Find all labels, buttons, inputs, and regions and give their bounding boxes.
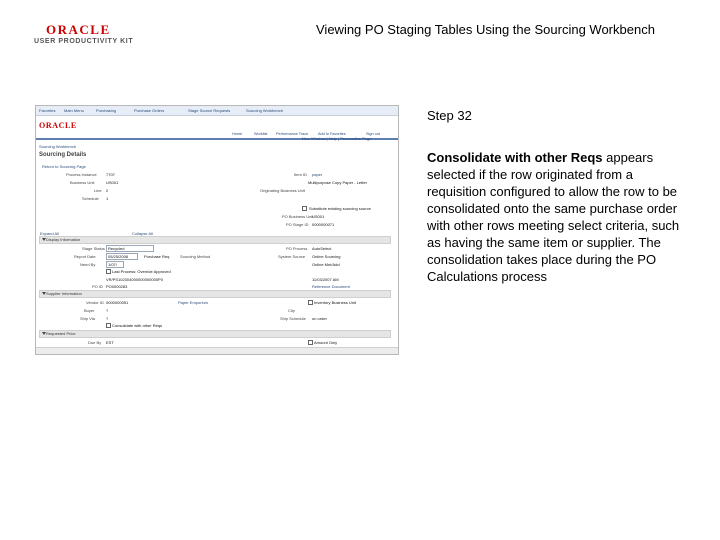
substitute-checkbox[interactable]: [302, 206, 307, 211]
nav-item[interactable]: Main Menu: [64, 108, 84, 113]
upk-logo-text: USER PRODUCTIVITY KIT: [34, 38, 134, 45]
description-text: appears selected if the row originated from a requisition configured to allow the row to be consolidated onto the same purchase order with other rows meeting select criteria, such as having the same item or supplier. The consolidation takes place during the PO Calculations process: [427, 150, 680, 284]
vendor-id-value: 0000000051: [106, 300, 129, 305]
stage-status-label: Stage Status: [82, 246, 105, 251]
nav-item[interactable]: Purchase Orders: [134, 108, 165, 113]
source-method-label: Sourcing Method: [180, 254, 211, 259]
right-links[interactable]: New Window | Help | Personalize Page: [302, 136, 372, 141]
ship-via-value: ?: [106, 316, 109, 321]
description-term: Consolidate with other Reqs: [427, 150, 603, 165]
screenshot-logo: ORACLE: [39, 121, 77, 130]
line-reference: VR/PS102304000000000000P0: [106, 277, 163, 282]
nav-item[interactable]: Favorites: [39, 108, 56, 113]
section-supplier-information[interactable]: [39, 290, 391, 298]
nav-item[interactable]: Sourcing Workbench: [246, 108, 284, 113]
screenshot-header: [36, 116, 398, 138]
ship-via-label: Ship Via: [80, 316, 95, 321]
po-id-label: PO ID: [92, 284, 103, 289]
origin-label: Originating Business Unit: [260, 188, 305, 193]
ship-schedule-value: on order: [312, 316, 327, 321]
po-stage-value: 0000000071: [312, 222, 335, 227]
buyer-value: ?: [106, 308, 109, 313]
field-value: US001: [106, 180, 119, 185]
field-label: Business Unit: [70, 180, 95, 185]
po-stage-label: PO Stage ID: [286, 222, 309, 227]
breadcrumb[interactable]: Sourcing Workbench: [39, 144, 77, 149]
step-description: [427, 149, 687, 285]
need-by-label: Need By: [80, 262, 96, 267]
source-method-value: Online Mnt/Add: [312, 262, 340, 267]
need-by-value: 1/07/: [108, 262, 117, 267]
buyer-label: Buyer: [84, 308, 95, 313]
vendor-id-label: Vendor ID: [86, 300, 104, 305]
consolidate-check-label: Consolidate with other Reqs: [112, 323, 163, 328]
horizontal-scrollbar[interactable]: [36, 347, 398, 354]
report-date-label: Report Date: [74, 254, 96, 259]
page-title: Viewing PO Staging Tables Using the Sourcing Workbench: [316, 22, 655, 37]
collapse-all-link[interactable]: Collapse All: [132, 231, 153, 236]
amount-only-label: Amount Only: [314, 340, 338, 345]
screenshot-page-heading: Sourcing Details: [39, 152, 87, 158]
field-value: 2: [106, 188, 109, 193]
nav-item[interactable]: Stage Source Requests: [188, 108, 231, 113]
header-link[interactable]: Home: [232, 132, 243, 136]
po-id-value: PO0000283: [106, 284, 128, 289]
purchase-req-value: Purchase Req: [144, 254, 170, 259]
header-link[interactable]: Sign out: [366, 132, 380, 136]
oracle-logo-text: ORACLE: [46, 22, 111, 37]
return-link[interactable]: Return to Sourcing Page: [42, 164, 86, 169]
po-process-label: PO Process: [286, 246, 308, 251]
field-value: 7707: [106, 172, 115, 177]
field-value: 1: [106, 196, 109, 201]
due-by-label: Due By: [88, 340, 102, 345]
system-source-label: System Source: [278, 254, 306, 259]
item-id-label: Item ID: [294, 172, 307, 177]
ship-to-checkbox[interactable]: [308, 300, 313, 305]
section-display-information[interactable]: [39, 236, 391, 244]
field-label: Schedule: [82, 196, 99, 201]
ship-to-value: Inventory Business Unit: [314, 300, 357, 305]
po-process-value: AutoSelect: [312, 246, 332, 251]
last-process-label: Last Process: Override Approved: [112, 269, 171, 274]
ship-schedule-label: Ship Schedule: [280, 316, 306, 321]
stage-status-value: Recycled: [108, 246, 125, 251]
screenshot-nav-bar: [36, 106, 398, 116]
item-description: Multipurpose Copy Paper - Letter: [308, 180, 367, 185]
report-date-value: 05/25/2008: [108, 254, 129, 259]
header-link[interactable]: Add to Favorites: [318, 132, 346, 136]
due-by-value: EST: [106, 340, 114, 345]
field-label: Process Instance: [66, 172, 97, 177]
consolidate-checkbox[interactable]: [106, 323, 111, 328]
po-bu-value: US001: [312, 214, 325, 219]
expand-all-link[interactable]: Expand All: [40, 231, 59, 236]
header-link[interactable]: Performance Trace: [276, 132, 309, 136]
right-datetime: 11/03/2007 AM: [312, 277, 339, 282]
header-link[interactable]: Worklist: [254, 132, 268, 136]
nav-item[interactable]: Purchasing: [96, 108, 117, 113]
oracle-upk-logo: [34, 22, 154, 48]
vendor-name-link[interactable]: Paper Emporium: [178, 300, 209, 305]
step-number: Step 32: [427, 108, 472, 123]
application-screenshot: [35, 105, 399, 355]
substitute-check-label: Substitute existing sourcing source: [309, 206, 371, 211]
po-bu-label: PO Business Unit: [282, 214, 314, 219]
section-title: Display Information: [46, 237, 81, 242]
item-id-value[interactable]: paper: [312, 172, 323, 177]
last-process-checkbox[interactable]: [106, 269, 111, 274]
amount-only-checkbox[interactable]: [308, 340, 313, 345]
section-requested-price[interactable]: [39, 330, 391, 338]
section-title: Requested Price: [46, 331, 76, 336]
field-label: Line: [94, 188, 102, 193]
section-title: Supplier Information: [46, 291, 82, 296]
reference-document-link[interactable]: Reference Document: [312, 284, 350, 289]
system-source-value: Online Sourcing: [312, 254, 341, 259]
city-label: City: [288, 308, 295, 313]
